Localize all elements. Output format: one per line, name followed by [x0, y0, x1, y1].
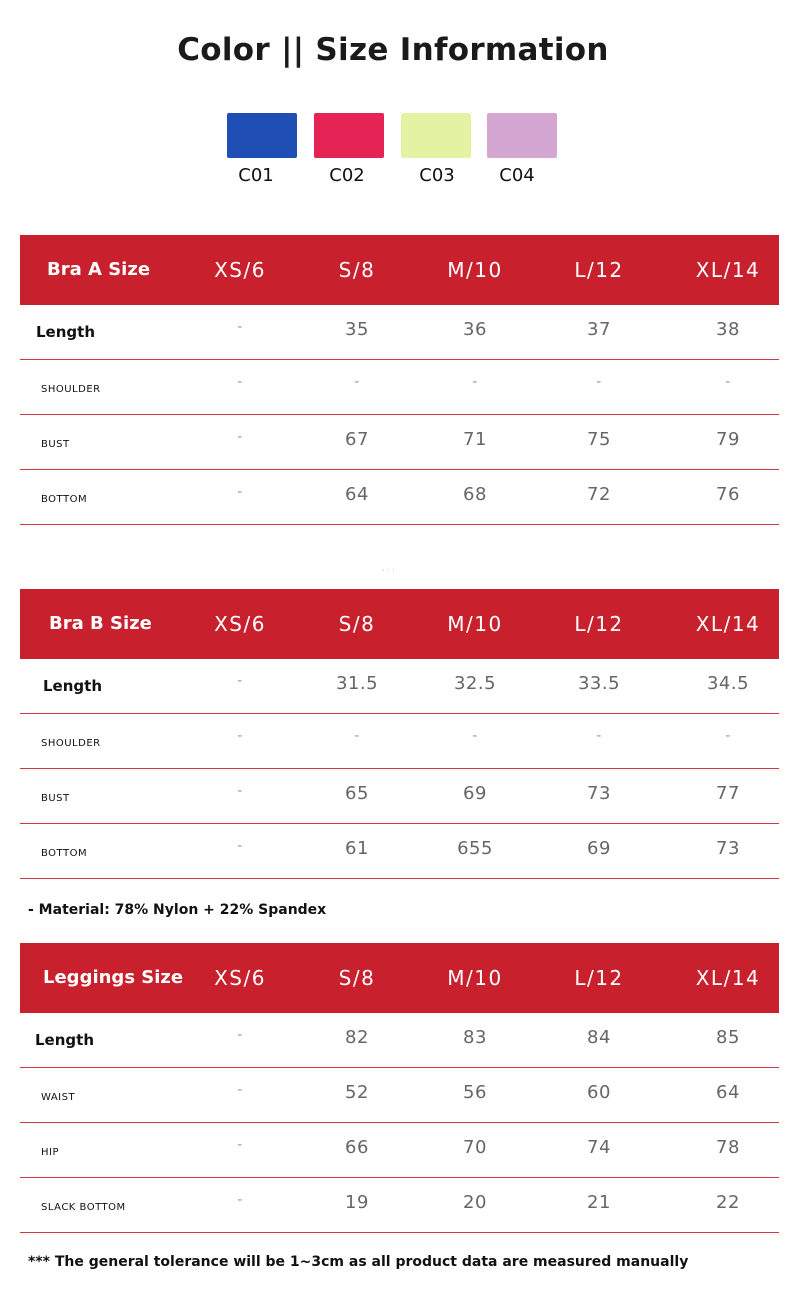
cell: 60 [587, 1082, 611, 1103]
cell: - [237, 728, 243, 744]
page-title: Color || Size Information [177, 32, 609, 68]
cell: 22 [716, 1192, 740, 1213]
size-header-m: M/10 [447, 966, 503, 990]
table-row [20, 1123, 779, 1178]
row-label: BUST [41, 439, 70, 450]
table-row [20, 470, 779, 525]
table-row [20, 1178, 779, 1233]
size-header-xs: XS/6 [214, 612, 266, 636]
table-title: Bra A Size [47, 259, 151, 280]
cell: - [237, 374, 243, 390]
color-swatch-c01 [227, 113, 297, 158]
cell: 31.5 [335, 673, 379, 694]
size-header-s: S/8 [338, 612, 376, 636]
cell: 85 [716, 1027, 740, 1048]
cell: 83 [463, 1027, 487, 1048]
cell: 65 [345, 783, 369, 804]
cell: 64 [716, 1082, 740, 1103]
cell: - [725, 728, 731, 744]
cell: 35 [345, 319, 369, 340]
cell: - [472, 728, 478, 744]
bra-a-size-table [20, 235, 779, 525]
cell: - [725, 374, 731, 390]
row-label: Length [35, 1031, 94, 1049]
cell: 19 [345, 1192, 369, 1213]
cell: 75 [587, 429, 611, 450]
size-header-m: M/10 [447, 258, 503, 282]
table-row [20, 360, 779, 415]
cell: 66 [345, 1137, 369, 1158]
row-label: BUST [41, 793, 70, 804]
cell: 21 [587, 1192, 611, 1213]
cell: 71 [463, 429, 487, 450]
cell: - [354, 728, 360, 744]
cell: 61 [345, 838, 369, 859]
color-label-c04: C04 [499, 165, 535, 186]
table-row [20, 659, 779, 714]
row-label: SLACK BOTTOM [41, 1202, 126, 1213]
cell: 34.5 [706, 673, 750, 694]
color-swatch-c04 [487, 113, 557, 158]
table-row [20, 714, 779, 769]
table-row [20, 824, 779, 879]
row-label: BOTTOM [41, 494, 88, 505]
cell: 37 [587, 319, 611, 340]
size-header-l: L/12 [574, 612, 624, 636]
cell: - [237, 1082, 243, 1098]
row-label: Length [36, 323, 95, 341]
cell: 72 [587, 484, 611, 505]
cell: - [237, 1192, 243, 1208]
size-header-xs: XS/6 [214, 258, 266, 282]
cell: 69 [463, 783, 487, 804]
table-header [20, 235, 779, 305]
cell: - [237, 783, 243, 799]
cell: 52 [345, 1082, 369, 1103]
cell: 67 [345, 429, 369, 450]
table-title: Bra B Size [49, 613, 152, 634]
size-header-l: L/12 [574, 966, 624, 990]
table-title: Leggings Size [43, 967, 184, 988]
table-header [20, 589, 779, 659]
cell: 64 [345, 484, 369, 505]
cell: - [237, 429, 243, 445]
cell: 77 [716, 783, 740, 804]
cell: 76 [716, 484, 740, 505]
tolerance-note: *** The general tolerance will be 1~3cm as all product data are measured manually [28, 1254, 689, 1270]
row-label: HIP [41, 1147, 59, 1158]
row-label: BOTTOM [41, 848, 88, 859]
row-label: WAIST [41, 1092, 76, 1103]
color-swatch-c03 [401, 113, 471, 158]
size-header-xl: XL/14 [695, 612, 761, 636]
cell: - [596, 374, 602, 390]
cell: 32.5 [453, 673, 497, 694]
material-note: - Material: 78% Nylon + 22% Spandex [28, 902, 327, 918]
size-header-xl: XL/14 [695, 966, 761, 990]
cell: - [237, 484, 243, 500]
cell: 79 [716, 429, 740, 450]
table-header [20, 943, 779, 1013]
cell: 84 [587, 1027, 611, 1048]
table-row [20, 769, 779, 824]
cell: 69 [587, 838, 611, 859]
cell: 82 [345, 1027, 369, 1048]
cell: - [354, 374, 360, 390]
cell: - [472, 374, 478, 390]
cell: 78 [716, 1137, 740, 1158]
size-header-s: S/8 [338, 966, 376, 990]
cell: 38 [716, 319, 740, 340]
cell: - [237, 1137, 243, 1153]
row-label: Length [43, 677, 102, 695]
cell: 20 [463, 1192, 487, 1213]
cell: 36 [463, 319, 487, 340]
size-header-m: M/10 [447, 612, 503, 636]
table-row [20, 305, 779, 360]
table-row [20, 1013, 779, 1068]
cell: - [596, 728, 602, 744]
cell: 33.5 [577, 673, 621, 694]
cell: 655 [457, 838, 493, 859]
bra-b-size-table [20, 589, 779, 879]
size-header-s: S/8 [338, 258, 376, 282]
color-label-c03: C03 [419, 165, 455, 186]
leggings-size-table [20, 943, 779, 1233]
table-row [20, 415, 779, 470]
decorative-dots: · · · [382, 566, 395, 575]
cell: 56 [463, 1082, 487, 1103]
color-swatch-c02 [314, 113, 384, 158]
color-label-c01: C01 [238, 165, 274, 186]
cell: 70 [463, 1137, 487, 1158]
cell: 74 [587, 1137, 611, 1158]
size-header-xl: XL/14 [695, 258, 761, 282]
cell: - [237, 673, 243, 689]
cell: - [237, 319, 243, 335]
row-label: SHOULDER [41, 738, 101, 749]
row-label: SHOULDER [41, 384, 101, 395]
size-header-l: L/12 [574, 258, 624, 282]
cell: 73 [716, 838, 740, 859]
cell: 73 [587, 783, 611, 804]
cell: - [237, 1027, 243, 1043]
table-row [20, 1068, 779, 1123]
cell: 68 [463, 484, 487, 505]
size-header-xs: XS/6 [214, 966, 266, 990]
cell: - [237, 838, 243, 854]
color-label-c02: C02 [329, 165, 365, 186]
